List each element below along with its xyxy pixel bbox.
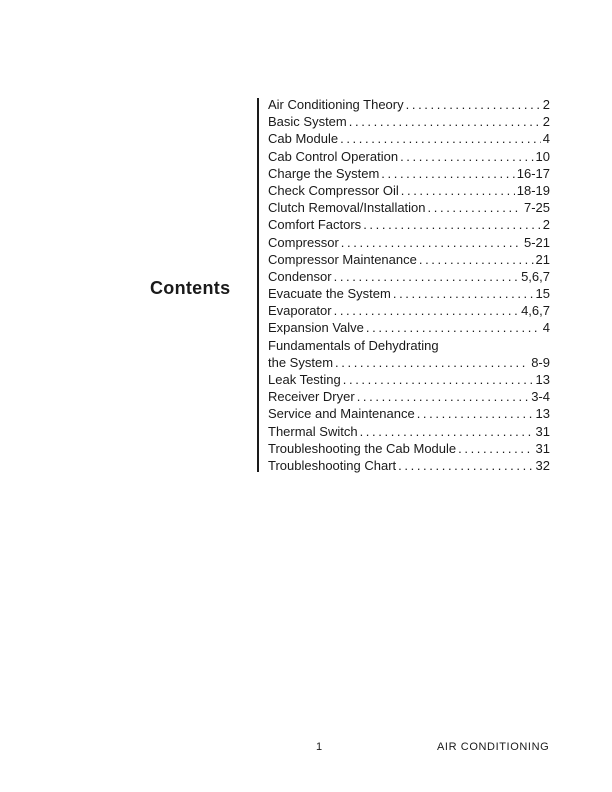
dot-leader bbox=[334, 302, 519, 319]
toc-entry-title: Cab Module bbox=[268, 131, 339, 147]
dot-leader bbox=[381, 165, 514, 182]
toc-entry-title: Condensor bbox=[268, 268, 332, 284]
toc-entry[interactable] bbox=[268, 423, 550, 440]
toc-entry[interactable] bbox=[268, 285, 550, 302]
toc-entry-page: 4 bbox=[542, 320, 550, 336]
toc-entry-title: Evacuate the System bbox=[268, 286, 391, 302]
toc-entry-page: 32 bbox=[535, 457, 550, 473]
toc-entry-title: Troubleshooting the Cab Module bbox=[268, 440, 457, 456]
toc-entry-page: 5-21 bbox=[523, 234, 550, 250]
toc-vertical-rule bbox=[257, 98, 259, 472]
toc-entry-title: the System bbox=[268, 354, 334, 370]
toc-entry-page: 4,6,7 bbox=[521, 303, 550, 319]
dot-leader bbox=[349, 113, 541, 130]
dot-leader bbox=[366, 319, 541, 336]
toc-entry[interactable] bbox=[268, 388, 550, 405]
toc-entry[interactable] bbox=[268, 148, 550, 165]
dot-leader bbox=[398, 457, 533, 474]
toc-entry-page: 2 bbox=[542, 217, 550, 233]
contents-heading: Contents bbox=[150, 278, 231, 298]
dot-leader bbox=[400, 148, 533, 165]
toc-entry[interactable] bbox=[268, 251, 550, 268]
toc-entry[interactable] bbox=[268, 319, 550, 336]
toc-entry[interactable] bbox=[268, 96, 550, 113]
dot-leader bbox=[334, 268, 519, 285]
toc-entry[interactable] bbox=[268, 234, 550, 251]
dot-leader bbox=[357, 388, 530, 405]
toc-entry[interactable] bbox=[268, 457, 550, 474]
toc-entry-page: 2 bbox=[542, 97, 550, 112]
dot-leader bbox=[363, 216, 541, 233]
toc-entry-page: 31 bbox=[535, 440, 550, 456]
dot-leader bbox=[341, 234, 522, 251]
toc-entry[interactable] bbox=[268, 130, 550, 147]
toc-entry-page: 21 bbox=[535, 251, 550, 267]
dot-leader bbox=[458, 440, 533, 457]
dot-leader bbox=[419, 251, 534, 268]
toc-entry-title: Troubleshooting Chart bbox=[268, 457, 397, 473]
toc-entry[interactable] bbox=[268, 354, 550, 371]
dot-leader bbox=[343, 371, 534, 388]
toc-entry-page: 5,6,7 bbox=[521, 268, 550, 284]
toc-entry[interactable] bbox=[268, 165, 550, 182]
toc-entry-page: 15 bbox=[535, 286, 550, 302]
toc-entry-title: Fundamentals of Dehydrating bbox=[268, 337, 439, 353]
dot-leader bbox=[360, 423, 534, 440]
toc-entry-page: 10 bbox=[535, 148, 550, 164]
toc-entry-page: 3-4 bbox=[531, 389, 550, 405]
toc-entry[interactable] bbox=[268, 337, 550, 354]
toc-entry-title: Service and Maintenance bbox=[268, 406, 415, 422]
toc-entry-title: Comfort Factors bbox=[268, 217, 362, 233]
toc-entry[interactable] bbox=[268, 440, 550, 457]
dot-leader bbox=[428, 199, 522, 216]
toc-entry-page: 13 bbox=[535, 406, 550, 422]
page-number: 1 bbox=[316, 741, 323, 753]
toc-entry-page: 7-25 bbox=[523, 200, 550, 216]
toc-entry[interactable] bbox=[268, 405, 550, 422]
toc-entry-page: 16-17 bbox=[516, 165, 550, 181]
running-footer: AIR CONDITIONING bbox=[437, 741, 550, 753]
toc-entry[interactable] bbox=[268, 199, 550, 216]
toc-entry-page: 4 bbox=[542, 131, 550, 147]
toc-entry-page: 13 bbox=[535, 372, 550, 387]
dot-leader bbox=[417, 405, 534, 422]
dot-leader bbox=[401, 182, 515, 199]
toc-entry-title: Expansion Valve bbox=[268, 320, 364, 336]
toc-entry-title: Clutch Removal/Installation bbox=[268, 200, 426, 216]
toc-entry-title: Basic System bbox=[268, 114, 347, 130]
toc-entry-page: 8-9 bbox=[531, 354, 550, 370]
toc-entry-title: Cab Control Operation bbox=[268, 148, 399, 164]
dot-leader bbox=[393, 285, 534, 302]
toc-entry-title: Charge the System bbox=[268, 165, 380, 181]
toc-entry[interactable] bbox=[268, 302, 550, 319]
dot-leader bbox=[340, 130, 541, 147]
table-of-contents bbox=[268, 96, 550, 474]
toc-entry-title: Compressor Maintenance bbox=[268, 251, 417, 267]
toc-entry-title: Receiver Dryer bbox=[268, 389, 355, 405]
toc-entry-title: Compressor bbox=[268, 234, 339, 250]
toc-entry-title: Air Conditioning Theory bbox=[268, 97, 404, 112]
toc-entry-page: 2 bbox=[542, 114, 550, 130]
toc-entry[interactable] bbox=[268, 216, 550, 233]
toc-entry[interactable] bbox=[268, 113, 550, 130]
toc-entry-title: Leak Testing bbox=[268, 372, 341, 387]
toc-entry-page: 31 bbox=[535, 423, 550, 439]
toc-entry-page: 18-19 bbox=[516, 182, 550, 198]
toc-entry-title: Check Compressor Oil bbox=[268, 182, 399, 198]
toc-entry[interactable] bbox=[268, 371, 550, 388]
toc-entry-title: Evaporator bbox=[268, 303, 332, 319]
toc-entry-title: Thermal Switch bbox=[268, 423, 358, 439]
toc-entry[interactable] bbox=[268, 182, 550, 199]
dot-leader bbox=[406, 96, 541, 113]
dot-leader bbox=[335, 354, 529, 371]
toc-entry[interactable] bbox=[268, 268, 550, 285]
